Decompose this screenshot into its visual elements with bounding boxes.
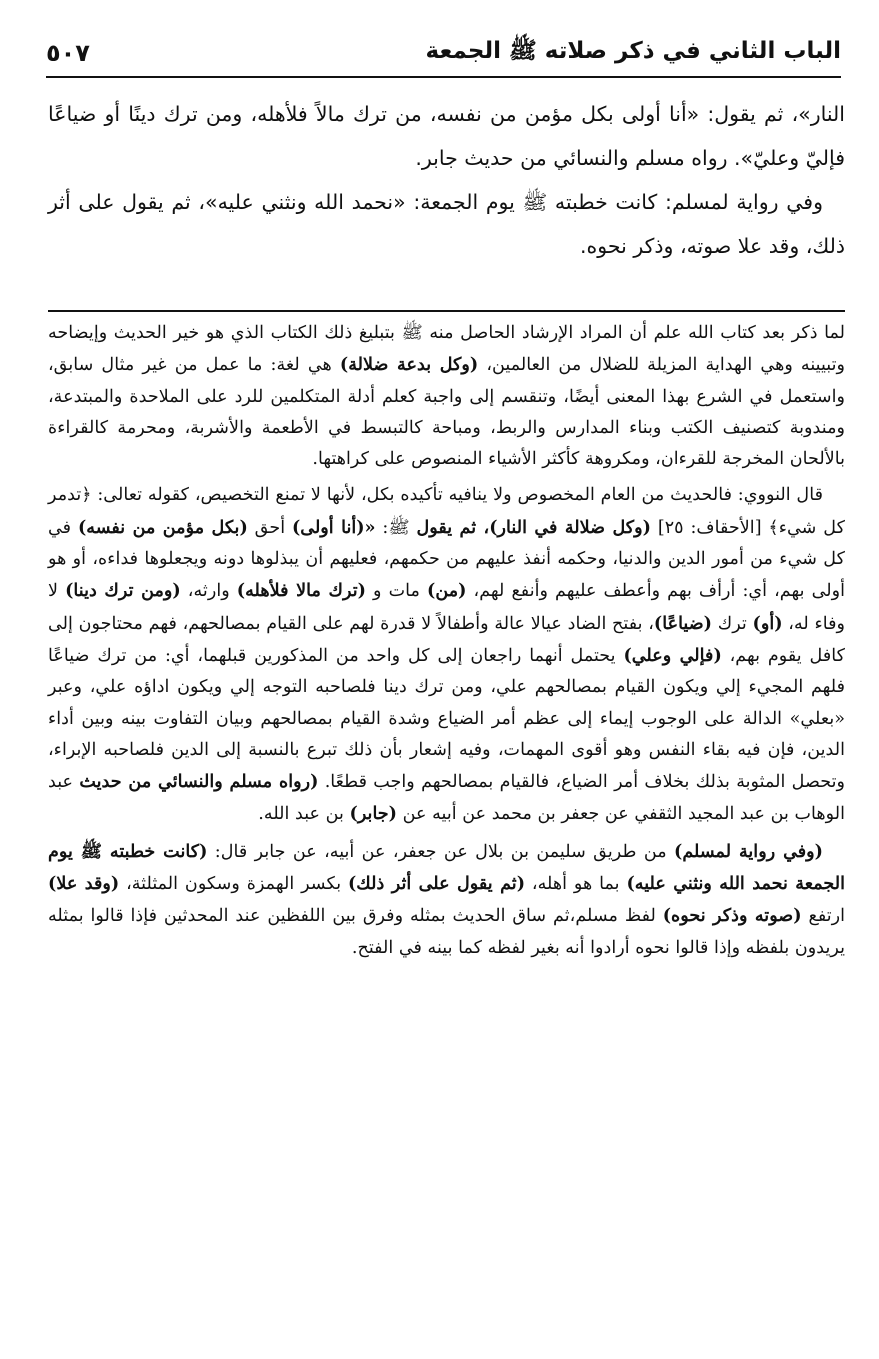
commentary-text: لفظ مسلم،ثم ساق الحديث بمثله وفرق بين اللفظين عند المحدثين فإذا قالوا بمثله يريدون بلفظه وإذا قالوا نحوه أرادوا أنه بغير لفظه كما بينه في الفتح. (48, 906, 845, 958)
commentary-text: بما هو أهله، (525, 874, 627, 895)
commentary-quote: (ثم يقول على أثر ذلك) (347, 873, 526, 895)
commentary-paragraph-3 (48, 836, 845, 964)
commentary-quote: (ومن ترك دينا) (65, 580, 181, 602)
commentary-text: هي لغة: ما عمل من غير مثال سابق، واستعمل في الشرع بهذا المعنى أيضًا، وتنقسم إلى واجبة كعلم أدلة المتكلمين للرد على الملاحدة والمبتدعة، ومندوبة كتصنيف الكتب وبناء المدارس والربط، ومباحة كالتبسط في الأطعمة والأشربة، ومحرمة كالقراءة بالألحان المخرجة للقرءان، ومكروهة كأكثر الأشياء المنصوص على كراهتها. (48, 355, 846, 470)
page-header (46, 30, 841, 78)
commentary-quote: (رواه مسلم والنسائي من حديث (79, 771, 319, 793)
commentary-text: عبد الوهاب بن عبد المجيد الثقفي عن جعفر بن محمد عن أبيه عن (48, 772, 845, 825)
commentary-quote: (كانت خطبته ﷺ يوم الجمعة نحمد الله ونثني عليه) (48, 840, 845, 895)
commentary-quote: (وكل بدعة ضلالة) (339, 354, 479, 376)
commentary (48, 318, 845, 964)
commentary-quote: (ترك مالا فلأهله) (236, 580, 366, 602)
commentary-quote: (من) (427, 580, 467, 602)
commentary-quote: (أو) (752, 612, 783, 634)
commentary-text: لا وفاء له، (48, 581, 845, 634)
main-text-paragraph-2: وفي رواية لمسلم: كانت خطبته ﷺ يوم الجمعة: «نحمد الله ونثني عليه»، ثم يقول على أثر ذلك، وقد علا صوته، وذكر نحوه. (48, 190, 845, 258)
commentary-text: قال النووي: فالحديث من العام المخصوص ولا ينافيه تأكيده بكل، لأنها لا تمنع التخصيص، كقوله تعالى: ﴿تدمر كل شيء﴾ [الأحقاف: ٢٥] (48, 485, 845, 538)
main-text-paragraph-1: النار»، ثم يقول: «أنا أولى بكل مؤمن من نفسه، من ترك مالاً فلأهله، ومن ترك دينًا أو ضياعًا فإليّ وعليّ». رواه مسلم والنسائي من حديث جابر. (48, 102, 845, 170)
commentary-quote: (جابر) (349, 803, 398, 825)
commentary-text: ﷺ: (375, 517, 417, 538)
commentary-text: ارتفع (801, 906, 845, 927)
commentary-paragraph-1 (48, 318, 845, 475)
commentary-quote: (ضياعًا) (653, 612, 713, 634)
commentary-quote: (صوته وذكر نحوه) (662, 905, 802, 927)
commentary-text: أحق (247, 517, 292, 538)
commentary-text: وارثه، (180, 581, 237, 602)
commentary-text: من طريق سليمن بن بلال عن جعفر، عن أبيه، عن جابر قال: (207, 841, 674, 862)
commentary-quote: «(أنا أولى) (291, 516, 376, 538)
commentary-text: في كل شيء من أمور الدين والدنيا، وحكمه أنفذ عليهم من حكمهم، فعليهم أن يبذلوها دونه ويجعلوها فداءه، أو هو أولى بهم، أي: أرأف بهم وأعطف عليهم وأنفع لهم، (48, 517, 845, 602)
commentary-quote: (وقد علا) (48, 873, 120, 895)
main-text (48, 92, 845, 268)
commentary-text: بن عبد الله. (258, 804, 350, 825)
commentary-text: يحتمل أنهما راجعان إلى كل واحد من المذكورين قبلهما، أي: من ترك ضياعًا فلهم المجيء إلي ويكون القيام بمصالحهم علي، ومن ترك دينا فلصاحبه التوجه إلي ويكون اداؤه علي، وعبر «بعلي» الدالة على الوجوب إيماء إلى عظم أمر الضياع وشدة القيام بمصالحهم وبيان التفاوت بينه وبين أداء الدين، فإن فيه بقاء النفس وهو أقوى المهمات، وفيه إشعار بأن ذلك تبرع بالنسبة إلى الدين فلصاحبه الإبراء، وتحصل المثوبة بذلك بخلاف أمر الضياع، فالقيام بمصالحهم واجب قطعًا. (48, 645, 845, 793)
commentary-text: ترك (712, 613, 753, 634)
footnote-divider (48, 310, 845, 312)
commentary-quote: (وفي رواية لمسلم) (674, 840, 823, 862)
running-title: الباب الثاني في ذكر صلاته ﷺ الجمعة (425, 38, 841, 64)
commentary-quote: (وكل ضلالة في النار)، ثم يقول (416, 516, 651, 538)
commentary-text: مات و (365, 581, 427, 602)
commentary-quote: (فإلي وعلي) (623, 644, 722, 666)
commentary-text: لما ذكر بعد كتاب الله علم أن المراد الإرشاد الحاصل منه ﷺ بتبليغ ذلك الكتاب الذي هو خير الحديث وإيضاحه وتبيينه وهي الهداية المزيلة للضلال من العالمين، (48, 323, 845, 376)
commentary-quote: (بكل مؤمن من نفسه) (77, 516, 248, 538)
commentary-paragraph-2 (48, 480, 845, 830)
commentary-text: ، بفتح الضاد عيالا عالة وأطفالاً لا قدرة لهم على القيام بمصالحهم، فهم محتاجون إلى كافل يقوم بهم، (48, 613, 846, 666)
page-number: ٥٠٧ (46, 39, 90, 67)
commentary-text: بكسر الهمزة وسكون المثلثة، (119, 874, 348, 895)
